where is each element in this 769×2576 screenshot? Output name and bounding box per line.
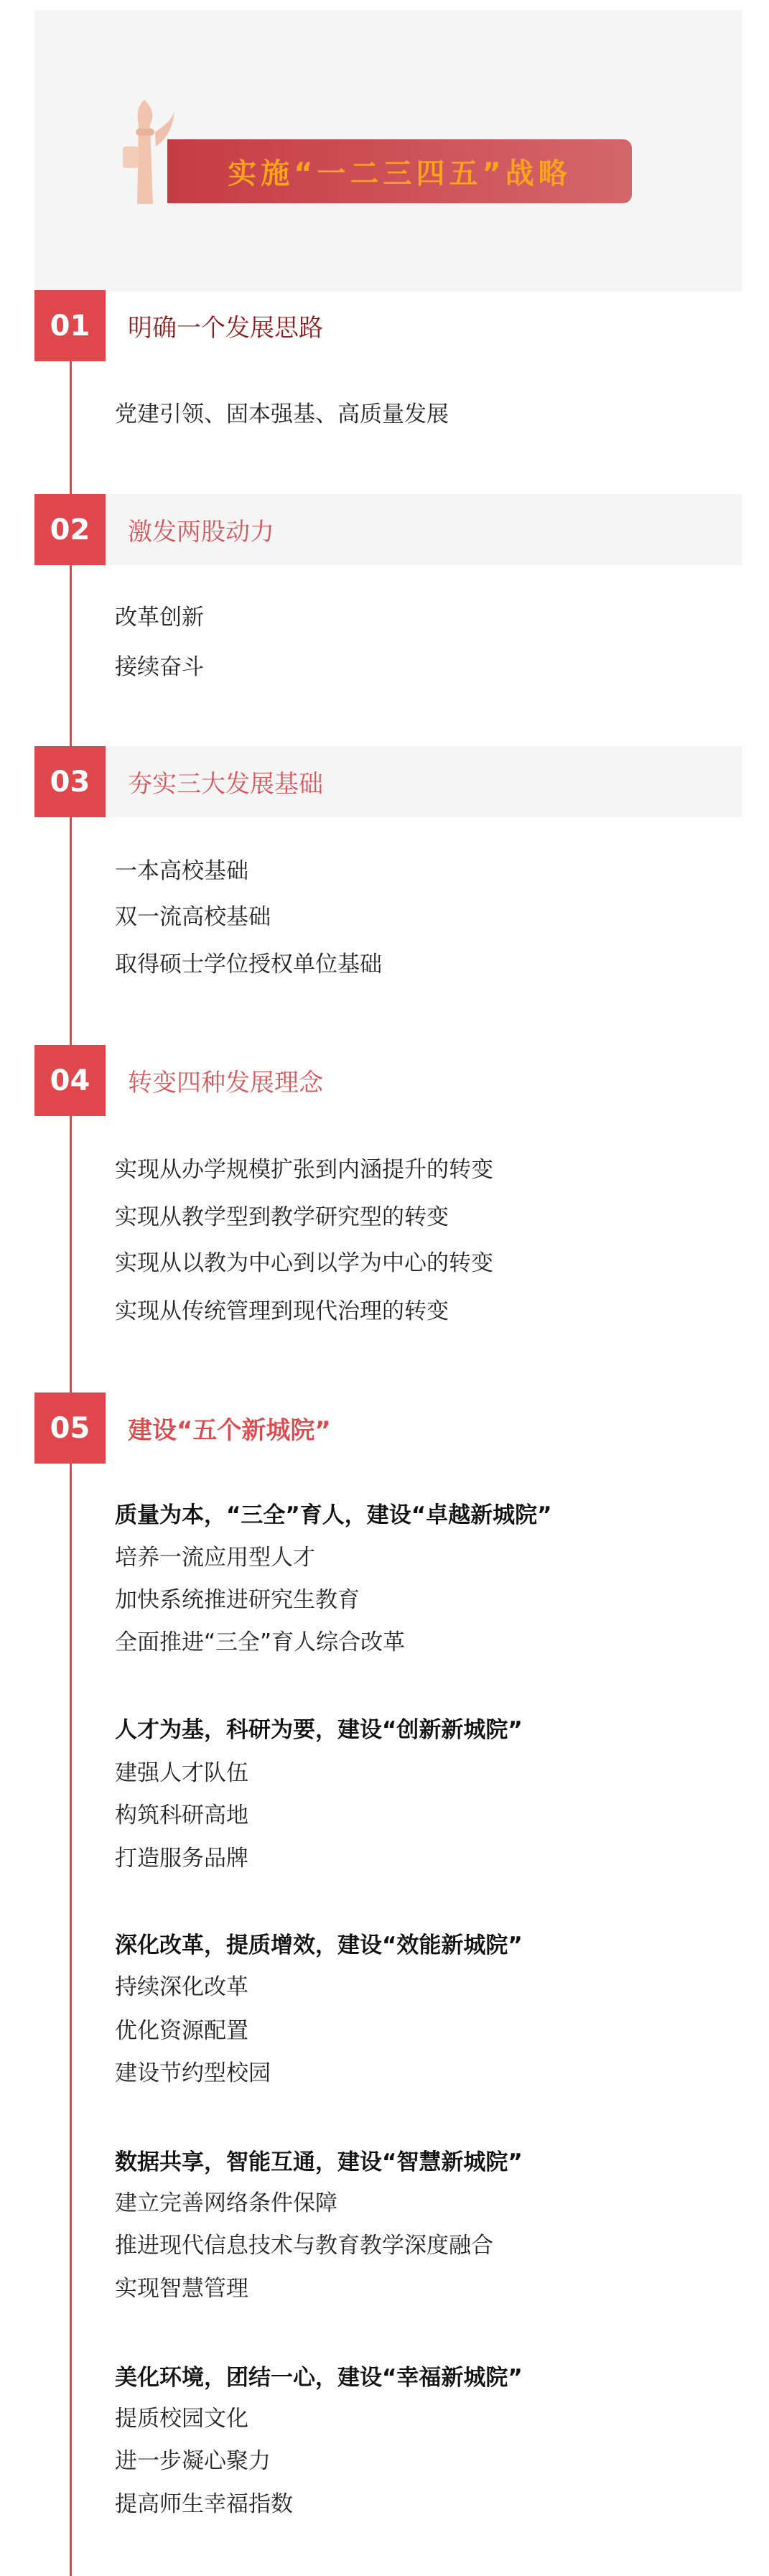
section-number: 03 [34,746,106,817]
list-item: 构筑科研高地 [115,1803,248,1828]
list-item: 接续奋斗 [115,654,204,680]
list-item: 实现从传统管理到现代治理的转变 [115,1298,449,1324]
section-title: 建设“五个新城院” [128,1416,331,1445]
section-number: 04 [34,1045,106,1116]
list-item: 改革创新 [115,605,204,631]
list-item: 党建引领、固本强基、高质量发展 [115,401,449,427]
section-title: 明确一个发展思路 [128,314,323,343]
list-item: 一本高校基础 [115,858,248,884]
group-heading: 美化环境，团结一心，建设“幸福新城院” [115,2365,523,2391]
list-item: 提高师生幸福指数 [115,2491,293,2517]
section-02-header [34,494,742,565]
list-item: 实现从教学型到教学研究型的转变 [115,1204,449,1230]
section-05-header [34,1392,742,1464]
section-title: 激发两股动力 [128,518,274,547]
list-item: 推进现代信息技术与教育教学深度融合 [115,2233,493,2259]
section-number: 02 [34,494,106,565]
list-item: 加快系统推进研究生教育 [115,1587,360,1613]
list-item: 建强人才队伍 [115,1760,248,1786]
section-number: 05 [34,1392,106,1464]
list-item: 建立完善网络条件保障 [115,2190,337,2216]
group-heading: 质量为本，“三全”育人，建设“卓越新城院” [115,1502,552,1528]
section-03-header [34,746,742,817]
list-item: 进一步凝心聚力 [115,2448,271,2474]
group-heading: 深化改革，提质增效，建设“效能新城院” [115,1933,523,1958]
list-item: 打造服务品牌 [115,1846,248,1871]
list-item: 建设节约型校园 [115,2060,271,2086]
section-number: 01 [34,290,106,361]
group-heading: 数据共享，智能互通，建设“智慧新城院” [115,2149,523,2175]
banner-title: 实施“一二三四五”战略 [167,139,632,203]
list-item: 实现智慧管理 [115,2276,248,2302]
list-item: 实现从以教为中心到以学为中心的转变 [115,1250,493,1276]
list-item: 取得硕士学位授权单位基础 [115,952,382,977]
section-title: 夯实三大发展基础 [128,770,323,799]
group-heading: 人才为基，科研为要，建设“创新新城院” [115,1717,523,1743]
list-item: 培养一流应用型人才 [115,1545,315,1571]
list-item: 提质校园文化 [115,2406,248,2432]
list-item: 持续深化改革 [115,1974,248,2000]
list-item: 双一流高校基础 [115,904,271,930]
section-01-header [34,290,742,361]
section-title: 转变四种发展理念 [128,1069,323,1097]
list-item: 实现从办学规模扩张到内涵提升的转变 [115,1157,493,1183]
list-item: 全面推进“三全”育人综合改革 [115,1629,406,1655]
list-item: 优化资源配置 [115,2018,248,2044]
section-04-header [34,1045,742,1116]
